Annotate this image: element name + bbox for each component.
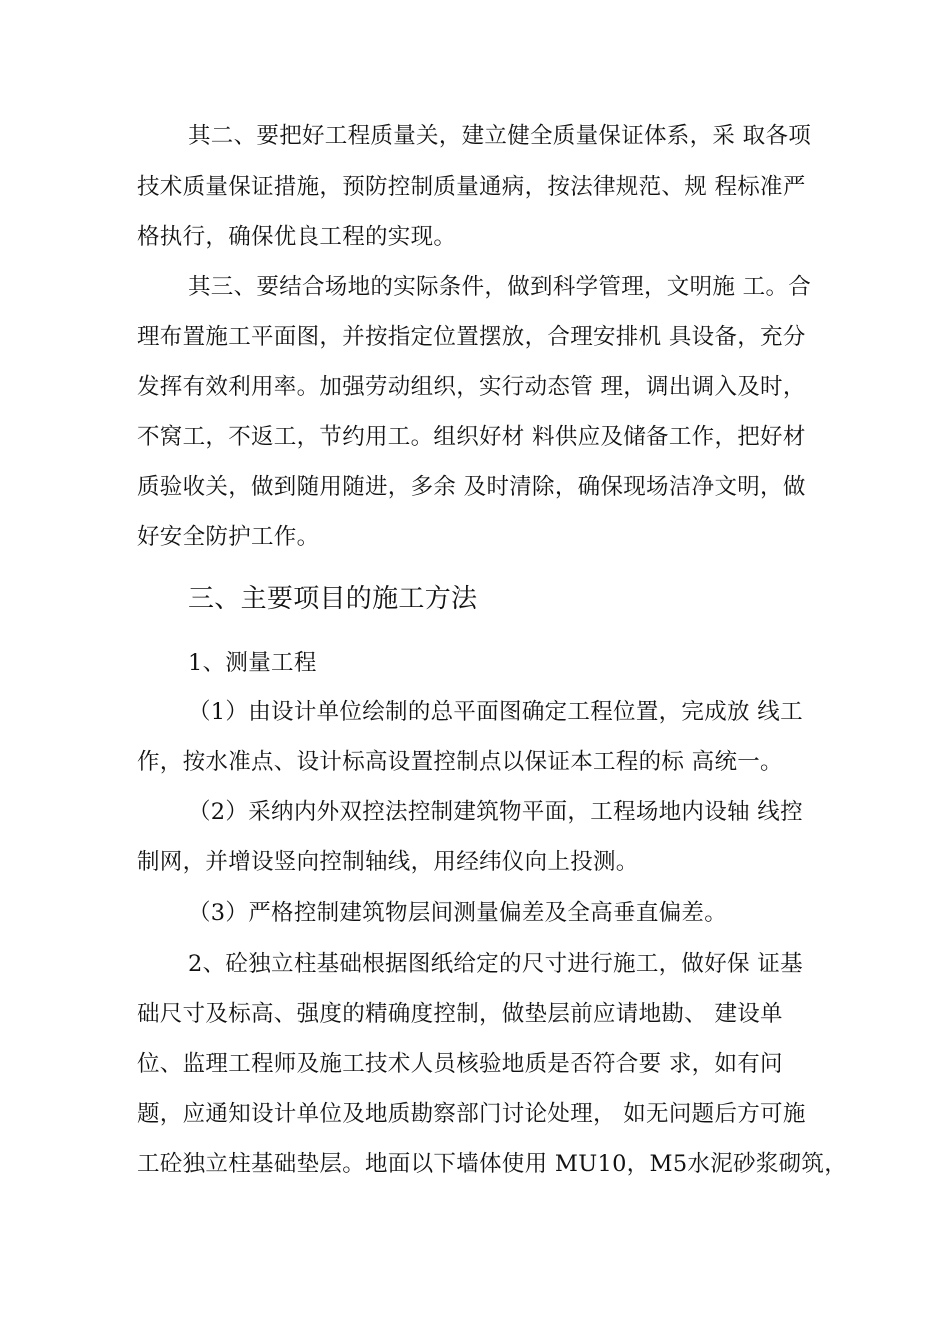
paragraph-line: 理布置施工平面图，并按指定位置摆放，合理安排机 具设备，充分 [137,324,806,350]
paragraph-line: 技术质量保证措施，预防控制质量通病，按法律规范、规 程标准严 [137,174,806,200]
paragraph-line: 其三、要结合场地的实际条件，做到科学管理，文明施 工。合 [188,274,812,300]
paragraph-line: 好安全防护工作。 [137,524,320,550]
subsection-heading: 1、测量工程 [188,650,317,676]
paragraph-line: 其二、要把好工程质量关，建立健全质量保证体系，采 取各项 [188,123,812,149]
paragraph-line: 作，按水准点、设计标高设置控制点以保证本工程的标 高统一。 [137,749,783,775]
paragraph-line: （3）严格控制建筑物层间测量偏差及全高垂直偏差。 [188,900,728,926]
paragraph-line: 质验收关，做到随用随进，多余 及时清除，确保现场洁净文明，做 [137,474,806,500]
section-heading: 三、主要项目的施工方法 [188,584,478,614]
paragraph-line: 发挥有效利用率。加强劳动组织，实行动态管 理，调出调入及时， [137,374,806,400]
paragraph-line: 不窝工，不返工，节约用工。组织好材 料供应及储备工作，把好材 [137,424,806,450]
paragraph-line: 题，应通知设计单位及地质勘察部门讨论处理， 如无问题后方可施 [137,1101,806,1127]
paragraph-line: 格执行，确保优良工程的实现。 [137,224,457,250]
paragraph-line: 2、砼独立柱基础根据图纸给定的尺寸进行施工，做好保 证基 [188,951,803,977]
paragraph-line: （2）采纳内外双控法控制建筑物平面，工程场地内设轴 线控 [188,799,803,825]
paragraph-line: （1）由设计单位绘制的总平面图确定工程位置，完成放 线工 [188,699,803,725]
paragraph-line: 工砼独立柱基础垫层。地面以下墙体使用 MU10，M5水泥砂浆砌筑， [137,1151,848,1177]
paragraph-line: 制网，并增设竖向控制轴线，用经纬仪向上投测。 [137,849,639,875]
paragraph-line: 位、监理工程师及施工技术人员核验地质是否符合要 求，如有问 [137,1051,783,1077]
paragraph-line: 础尺寸及标高、强度的精确度控制，做垫层前应请地勘、 建设单 [137,1001,783,1027]
